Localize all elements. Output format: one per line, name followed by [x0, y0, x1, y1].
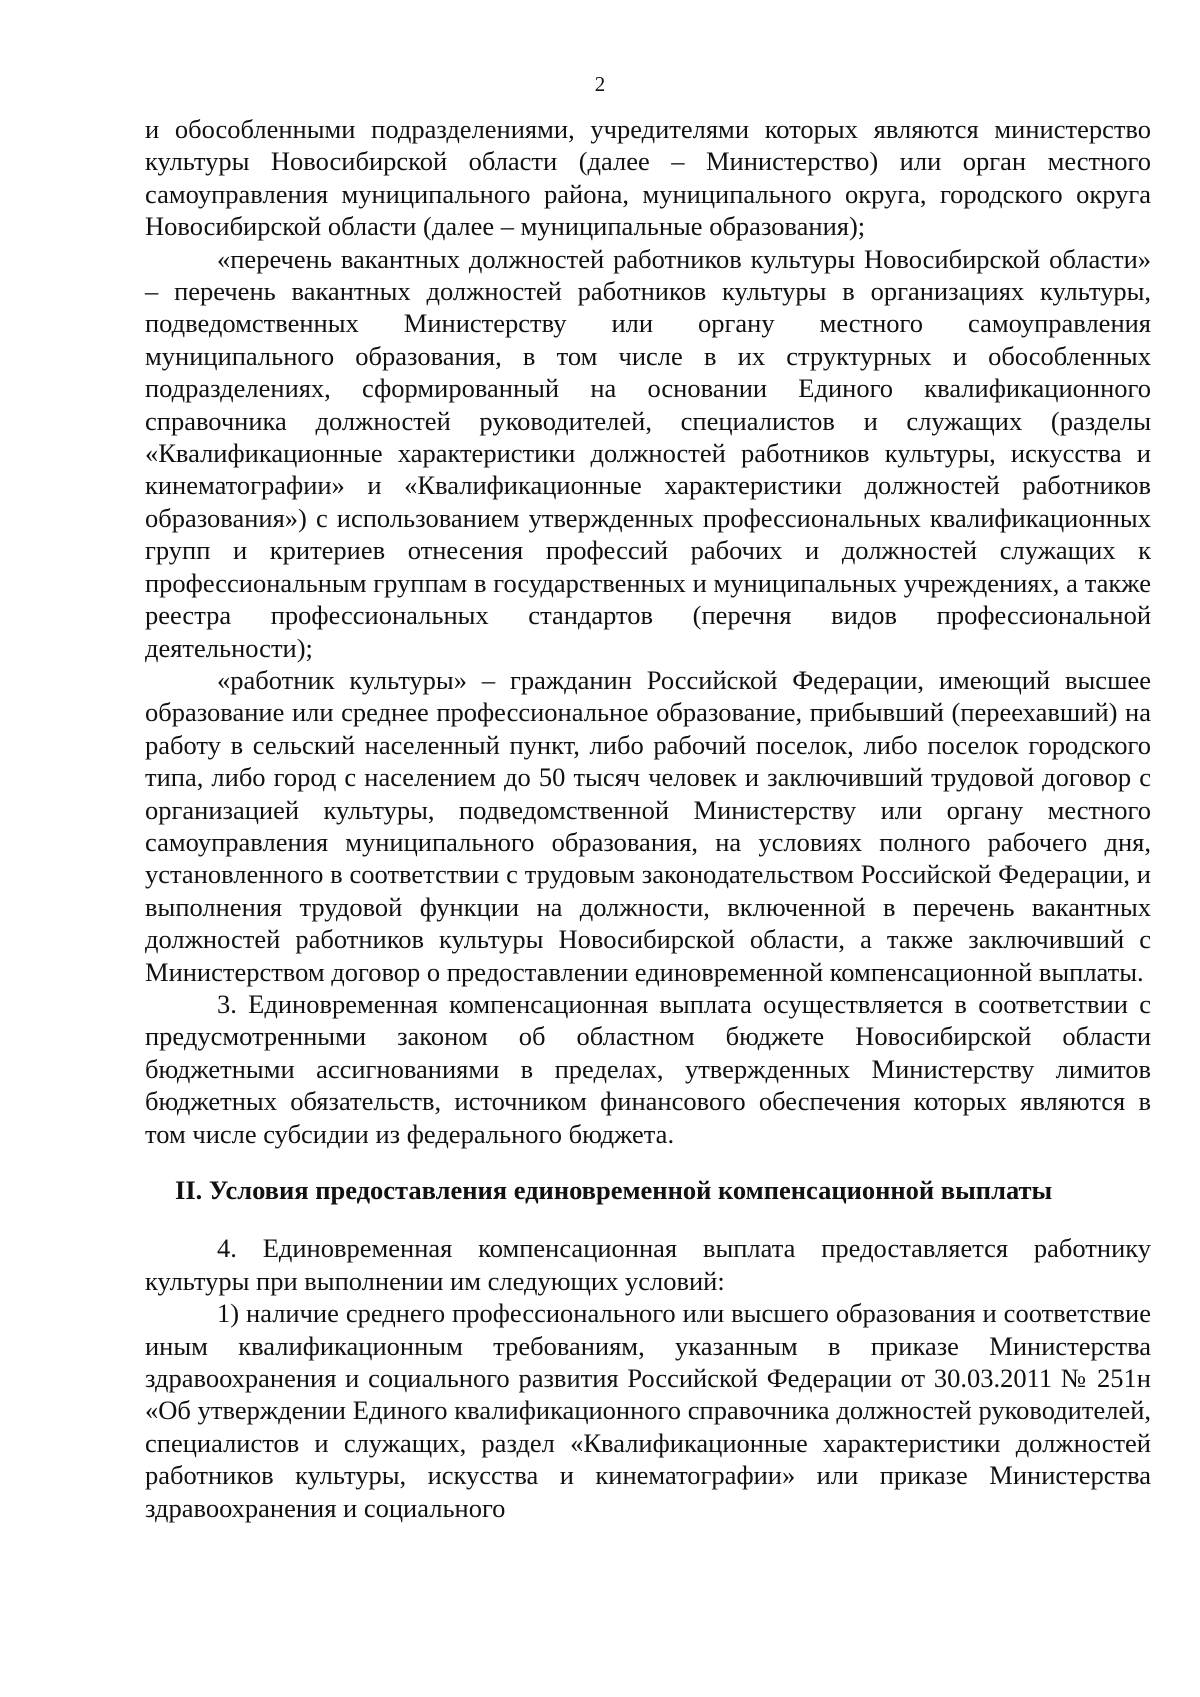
paragraph-clause-4: 4. Единовременная компенсационная выплата предоставляется работнику культуры при выполнении им следующих условий:	[145, 1233, 1151, 1296]
paragraph-condition-1: 1) наличие среднего профессионального или высшего образования и соответствие иным квалификационным требованиям, указанным в приказе Министерства здравоохранения и социального развития Российской Федерации от 30.03.2011 № 251н «Об утверждении Единого квалификационного справочника должностей руководителей, специалистов и служащих, раздел «Квалификационные характеристики должностей работников культуры, искусства и кинематографии» или приказе Министерства здравоохранения и социального	[145, 1298, 1151, 1523]
page-number: 2	[594, 72, 606, 96]
document-body	[145, 113, 1151, 1524]
paragraph-clause-3: 3. Единовременная компенсационная выплата осуществляется в соответствии с предусмотренными законом об областном бюджете Новосибирской области бюджетными ассигнованиями в пределах, утвержденных Министерству лимитов бюджетных обязательств, источником финансового обеспечения которых являются в том числе субсидии из федерального бюджета.	[145, 988, 1151, 1149]
section-heading: II. Условия предоставления единовременной компенсационной выплаты	[175, 1175, 1053, 1205]
paragraph-continuation: и обособленными подразделениями, учредителями которых являются министерство культуры Новосибирской области (далее – Министерство) или орган местного самоуправления муниципального района, муниципального округа, городского округа Новосибирской области (далее – муниципальные образования);	[145, 114, 1151, 242]
paragraph-definition-vacancy-list: «перечень вакантных должностей работников культуры Новосибирской области» – перечень вакантных должностей работников культуры в организациях культуры, подведомственных Министерству или органу местного самоуправления муниципального образования, в том числе в их структурных и обособленных подразделениях, сформированный на основании Единого квалификационного справочника должностей руководителей, специалистов и служащих (разделы «Квалификационные характеристики должностей работников культуры, искусства и кинематографии» и «Квалификационные характеристики должностей работников образования») с использованием утвержденных профессиональных квалификационных групп и критериев отнесения профессий рабочих и должностей служащих к профессиональным группам в государственных и муниципальных учреждениях, а также реестра профессиональных стандартов (перечня видов профессиональной деятельности);	[145, 243, 1151, 663]
paragraph-definition-culture-worker: «работник культуры» – гражданин Российской Федерации, имеющий высшее образование или среднее профессиональное образование, прибывший (переехавший) на работу в сельский населенный пункт, либо рабочий поселок, либо поселок городского типа, либо город с населением до 50 тысяч человек и заключивший трудовой договор с организацией культуры, подведомственной Министерству или органу местного самоуправления муниципального образования, на условиях полного рабочего дня, установленного в соответствии с трудовым законодательством Российской Федерации, и выполнения трудовой функции на должности, включенной в перечень вакантных должностей работников культуры Новосибирской области, а также заключивший с Министерством договор о предоставлении единовременной компенсационной выплаты.	[145, 664, 1151, 987]
